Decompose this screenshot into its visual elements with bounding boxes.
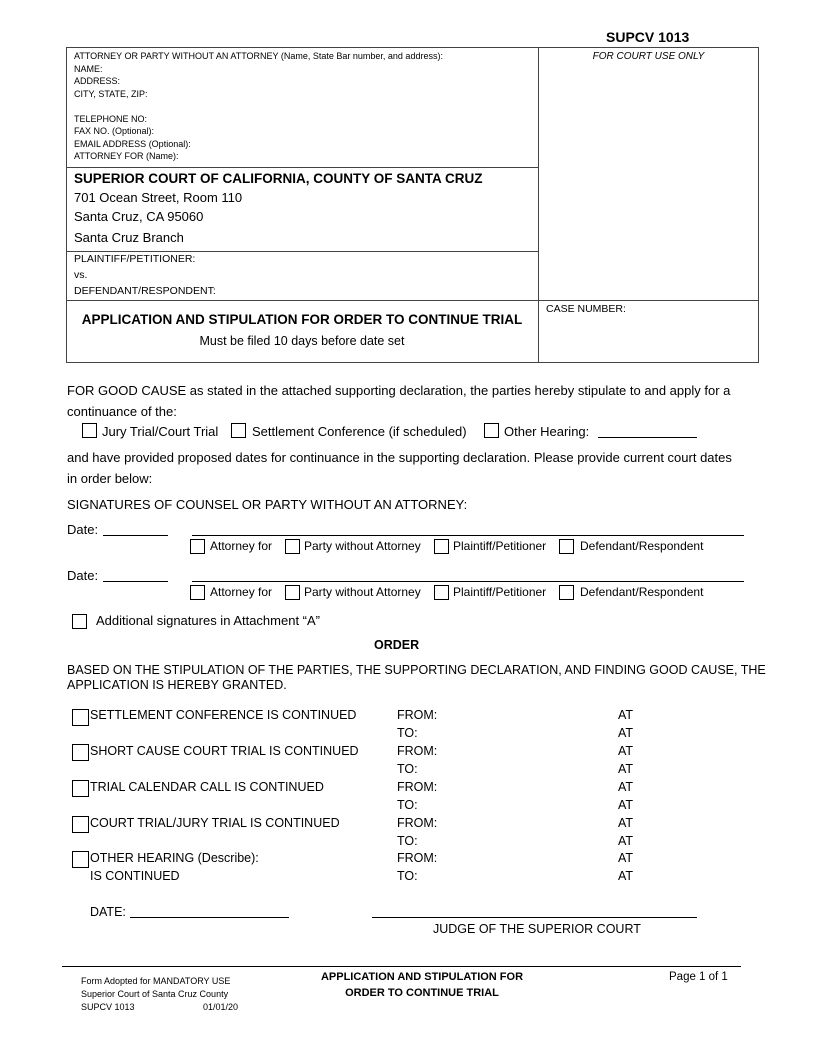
order-calendar-call-from: FROM: bbox=[397, 780, 438, 794]
judge-signature-field[interactable] bbox=[372, 917, 697, 918]
intro-line-2: continuance of the: bbox=[67, 404, 177, 419]
footer-title-line-2: ORDER TO CONTINUE TRIAL bbox=[345, 987, 499, 999]
court-city: Santa Cruz, CA 95060 bbox=[74, 209, 204, 224]
order-date-label: DATE: bbox=[90, 905, 126, 919]
order-jury-trial-to-at: AT bbox=[618, 834, 634, 848]
other-hearing-label: Other Hearing: bbox=[504, 424, 590, 439]
order-heading: ORDER bbox=[374, 638, 420, 652]
footer-court: Superior Court of Santa Cruz County bbox=[81, 989, 229, 999]
attorney-block bbox=[74, 50, 443, 163]
additional-signatures-label: Additional signatures in Attachment “A” bbox=[96, 613, 321, 628]
sig2-party-without-checkbox[interactable] bbox=[285, 585, 300, 600]
court-name: SUPERIOR COURT OF CALIFORNIA, COUNTY OF SANTA CRUZ bbox=[74, 171, 483, 186]
order-other-hearing-to: TO: bbox=[397, 869, 418, 883]
sig2-attorney-for-checkbox[interactable] bbox=[190, 585, 205, 600]
sig2-defendant-checkbox[interactable] bbox=[559, 585, 574, 600]
order-calendar-call-checkbox[interactable] bbox=[72, 780, 89, 797]
sig2-attorney-for-label: Attorney for bbox=[210, 585, 273, 599]
sig2-party-without-label: Party without Attorney bbox=[304, 585, 421, 599]
jury-trial-label: Jury Trial/Court Trial bbox=[102, 424, 219, 439]
attorney-telephone-label: TELEPHONE NO: bbox=[74, 113, 148, 124]
sig1-party-without-checkbox[interactable] bbox=[285, 539, 300, 554]
footer-adopted: Form Adopted for MANDATORY USE bbox=[81, 976, 231, 986]
footer-form-id: SUPCV 1013 bbox=[81, 1002, 135, 1012]
attorney-fax-label: FAX NO. (Optional): bbox=[74, 126, 155, 136]
sig1-attorney-for-checkbox[interactable] bbox=[190, 539, 205, 554]
court-street: 701 Ocean Street, Room 110 bbox=[74, 190, 243, 205]
order-calendar-call-to-at: AT bbox=[618, 798, 634, 812]
attorney-for-label: ATTORNEY FOR (Name): bbox=[74, 151, 179, 161]
sig2-defendant-label: Defendant/Respondent bbox=[580, 585, 704, 599]
settlement-conference-label: Settlement Conference (if scheduled) bbox=[252, 424, 467, 439]
judge-label: JUDGE OF THE SUPERIOR COURT bbox=[433, 922, 641, 936]
footer-form-date: 01/01/20 bbox=[203, 1002, 239, 1012]
sig2-signature-field[interactable] bbox=[192, 581, 744, 582]
order-short-cause-checkbox[interactable] bbox=[72, 744, 89, 761]
order-settlement-from-at: AT bbox=[618, 708, 634, 722]
other-hearing-checkbox[interactable] bbox=[484, 423, 499, 438]
order-settlement-from: FROM: bbox=[397, 708, 438, 722]
case-number-label: CASE NUMBER: bbox=[546, 303, 626, 315]
order-settlement-to-at: AT bbox=[618, 726, 634, 740]
form-number: SUPCV 1013 bbox=[606, 29, 690, 45]
sig1-party-without-label: Party without Attorney bbox=[304, 539, 421, 553]
order-short-cause-label: SHORT CAUSE COURT TRIAL IS CONTINUED bbox=[90, 744, 359, 758]
court-use-label: FOR COURT USE ONLY bbox=[592, 51, 705, 62]
attorney-heading: ATTORNEY OR PARTY WITHOUT AN ATTORNEY (Name, State Bar number, and address): bbox=[74, 51, 443, 61]
plaintiff-label: PLAINTIFF/PETITIONER: bbox=[74, 253, 196, 265]
defendant-label: DEFENDANT/RESPONDENT: bbox=[74, 285, 216, 297]
sig1-plaintiff-checkbox[interactable] bbox=[434, 539, 449, 554]
order-jury-trial-to: TO: bbox=[397, 834, 418, 848]
order-short-cause-to-at: AT bbox=[618, 762, 634, 776]
sig2-date-label: Date: bbox=[67, 568, 99, 583]
form-subtitle: Must be filed 10 days before date set bbox=[199, 334, 405, 348]
sig1-plaintiff-label: Plaintiff/Petitioner bbox=[453, 539, 547, 553]
order-date-field[interactable] bbox=[130, 917, 289, 918]
order-jury-trial-checkbox[interactable] bbox=[72, 816, 89, 833]
attorney-name-label: NAME: bbox=[74, 63, 103, 74]
order-short-cause-to: TO: bbox=[397, 762, 418, 776]
order-calendar-call-label: TRIAL CALENDAR CALL IS CONTINUED bbox=[90, 780, 324, 794]
footer-title-line-1: APPLICATION AND STIPULATION FOR bbox=[320, 971, 524, 983]
jury-trial-checkbox[interactable] bbox=[82, 423, 97, 438]
sig1-signature-field[interactable] bbox=[192, 535, 744, 536]
attorney-address-label: ADDRESS: bbox=[74, 76, 121, 86]
settlement-conference-checkbox[interactable] bbox=[231, 423, 246, 438]
order-calendar-call-to: TO: bbox=[397, 798, 418, 812]
para2-line-1: and have provided proposed dates for continuance in the supporting declaration. Please provide current court dates bbox=[67, 450, 732, 465]
order-jury-trial-label: COURT TRIAL/JURY TRIAL IS CONTINUED bbox=[90, 816, 340, 830]
order-settlement-to: TO: bbox=[397, 726, 418, 740]
vs-label: vs. bbox=[74, 269, 88, 281]
form-title: APPLICATION AND STIPULATION FOR ORDER TO CONTINUE TRIAL bbox=[81, 312, 523, 327]
attorney-email-label: EMAIL ADDRESS (Optional): bbox=[74, 138, 191, 149]
para2-line-2: in order below: bbox=[67, 471, 153, 486]
order-other-hearing-to-at: AT bbox=[618, 869, 634, 883]
order-other-continued-label: IS CONTINUED bbox=[90, 869, 180, 883]
order-other-hearing-from-at: AT bbox=[618, 851, 634, 865]
order-text-line-2: APPLICATION IS HEREBY GRANTED. bbox=[67, 678, 287, 692]
order-other-hearing-label: OTHER HEARING (Describe): bbox=[90, 851, 259, 865]
intro-line-1: FOR GOOD CAUSE as stated in the attached supporting declaration, the parties hereby stipulate to and apply for a bbox=[67, 383, 731, 398]
order-settlement-checkbox[interactable] bbox=[72, 709, 89, 726]
sig2-date-field[interactable] bbox=[103, 581, 168, 582]
order-other-hearing-from: FROM: bbox=[397, 851, 438, 865]
additional-signatures-checkbox[interactable] bbox=[72, 614, 87, 629]
order-settlement-label: SETTLEMENT CONFERENCE IS CONTINUED bbox=[90, 708, 357, 722]
sig1-defendant-label: Defendant/Respondent bbox=[580, 539, 704, 553]
order-jury-trial-from-at: AT bbox=[618, 816, 634, 830]
sig1-defendant-checkbox[interactable] bbox=[559, 539, 574, 554]
order-short-cause-from: FROM: bbox=[397, 744, 438, 758]
other-hearing-field[interactable] bbox=[598, 437, 697, 438]
sig2-plaintiff-label: Plaintiff/Petitioner bbox=[453, 585, 547, 599]
attorney-city-label: CITY, STATE, ZIP: bbox=[74, 88, 148, 99]
sig2-plaintiff-checkbox[interactable] bbox=[434, 585, 449, 600]
sig1-attorney-for-label: Attorney for bbox=[210, 539, 273, 553]
order-text-line-1: BASED ON THE STIPULATION OF THE PARTIES, THE SUPPORTING DECLARATION, AND FINDING GOOD CAUSE, THE bbox=[67, 663, 766, 677]
sig1-date-field[interactable] bbox=[103, 535, 168, 536]
order-short-cause-from-at: AT bbox=[618, 744, 634, 758]
footer-page-number: Page 1 of 1 bbox=[669, 971, 728, 983]
sig1-date-label: Date: bbox=[67, 522, 99, 537]
order-jury-trial-from: FROM: bbox=[397, 816, 438, 830]
footer-divider bbox=[62, 966, 741, 967]
court-branch: Santa Cruz Branch bbox=[74, 230, 184, 245]
signatures-heading: SIGNATURES OF COUNSEL OR PARTY WITHOUT AN ATTORNEY: bbox=[67, 497, 468, 512]
order-other-hearing-checkbox[interactable] bbox=[72, 851, 89, 868]
order-calendar-call-from-at: AT bbox=[618, 780, 634, 794]
